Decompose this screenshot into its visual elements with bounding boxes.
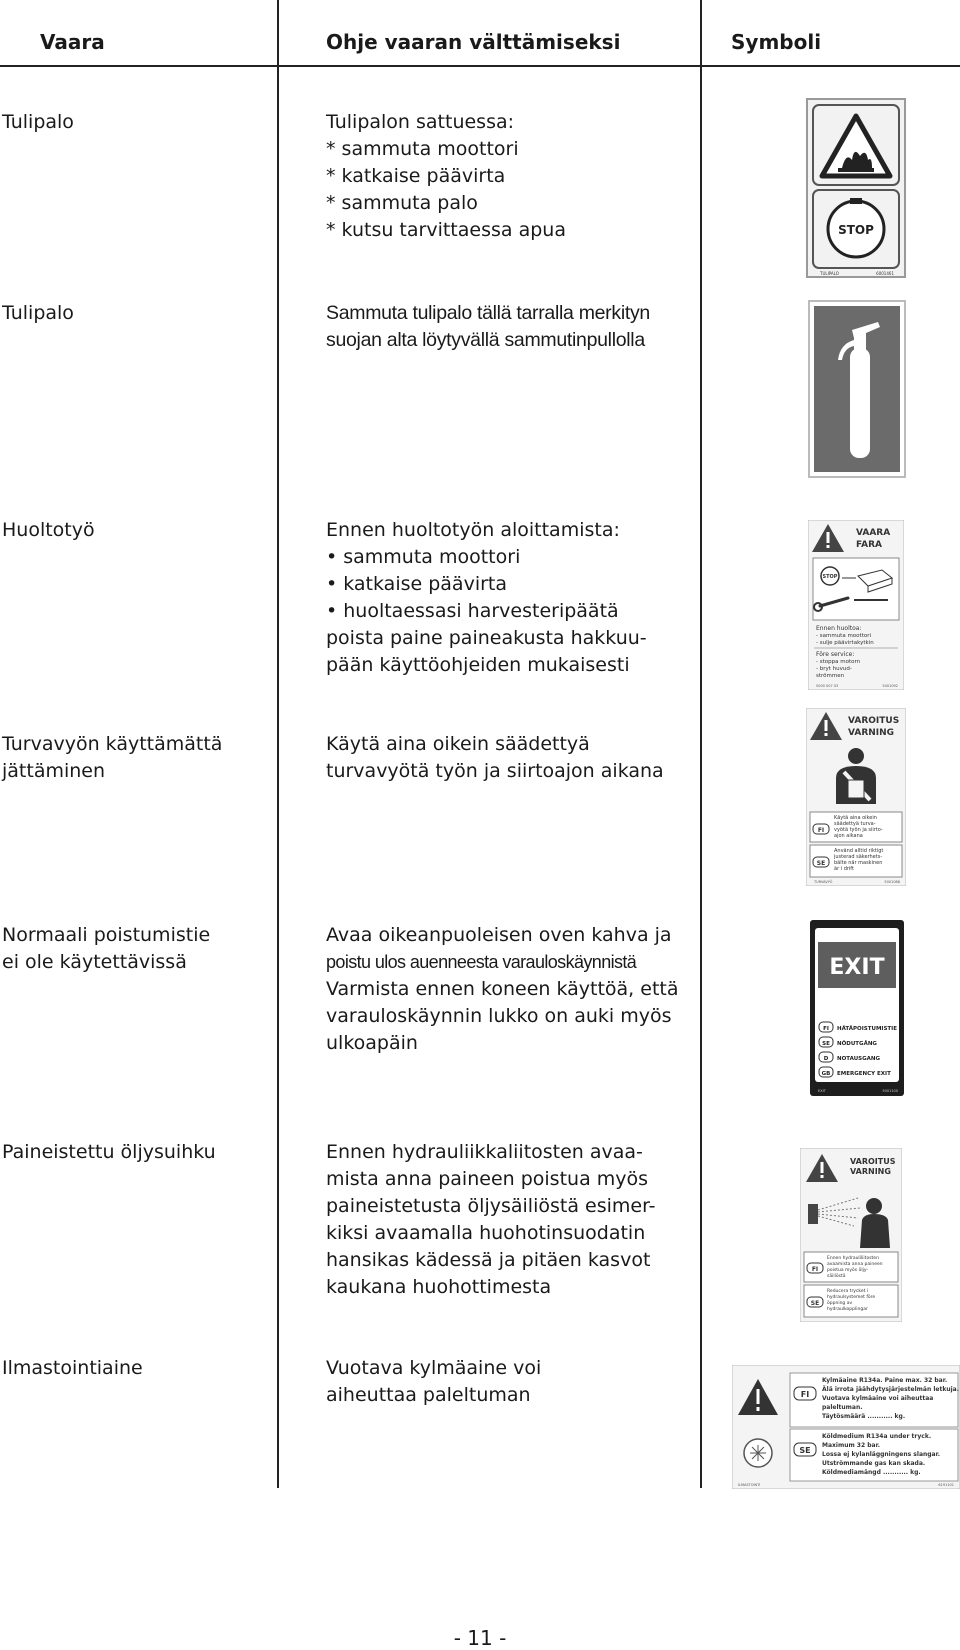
cold-hazard-icon [744,1439,772,1467]
fire-extinguisher-sign [808,300,906,478]
sign-text: NOTAUSGANG [837,1056,881,1062]
sign-footer-left: TULIPALO [820,271,839,276]
sign-text: Älä irrota jäähdytysjärjestelmän letkuja. [822,1386,959,1393]
sign-text: Före service: [816,651,855,658]
stop-label: STOP [838,223,874,237]
sign-text: öppning av [827,1301,853,1306]
sign-text: Ennen huoltoa: [816,625,862,632]
sign-text: Vuotava kylmäaine voi aiheuttaa [822,1395,934,1402]
sign-footer-right: 6001461 [876,271,894,276]
header-instruction: Ohje vaaran välttämiseksi [326,30,621,54]
hazard-seatbelt: Turvavyön käyttämättä jättäminen [2,733,223,782]
lang-badge-fi: FI [817,827,825,834]
sign-text: - sulje päävirtakytkin [816,640,874,646]
sign-footer-left: 5000 007 03 [816,684,839,688]
stop-label: STOP [822,574,838,580]
hazard-service: Huoltotyö [2,519,95,541]
sign-text: - bryt huvud- [816,666,852,672]
sign-text: bälte när maskinen [834,860,883,866]
header-symbol: Symboli [731,30,822,54]
sign-text: NÖDUTGÅNG [837,1041,877,1047]
sign-text: vyötä työn ja siirto- [834,827,883,833]
sign-text: Lossa ej kylanläggningens slangar. [822,1451,940,1458]
sign-footer-left: ILMASTOINTI [738,1483,761,1487]
hazard-ac: Ilmastointiaine [2,1357,143,1379]
sign-text: paleltuman. [822,1404,863,1411]
sign-text: HÄTÄPOISTUMISTIE [837,1026,897,1032]
sign-text: EMERGENCY EXIT [837,1071,891,1077]
sign-text: justerad säkerhets- [834,854,883,860]
sign-title-2: VARNING [850,1167,891,1176]
instruction-oil-spray: Ennen hydrauliikkaliitosten avaa- mista anna paineen poistua myös paineistetusta öljysäiliöstä esimer- kiksi avaamalla huohotinsuodatin hansikas kädessä ja pitäen kasvot kaukana huohottimesta [326,1141,656,1298]
oil-spray-warning-sign [800,1148,902,1322]
fire-stop-sign [806,98,906,278]
sign-footer-right: 5001092 [882,684,898,688]
service-warning-sign [808,520,904,690]
sign-footer-left: EXIT [818,1089,826,1093]
sign-text: poistua myös öljy- [827,1268,869,1273]
instruction-service: Ennen huoltotyön aloittamista: • sammuta moottori • katkaise päävirta • huoltaessasi harvesteripäätä poista paine paineakusta hakkuu- pään käyttöohjeiden mukaisesti [326,519,647,676]
sign-text: - sammuta moottori [816,633,871,639]
instruction-exit-rest: Varmista ennen koneen käyttöä, että varauloskäynnin lukko on auki myös ulkoapäin [326,978,679,1054]
sign-text: Ennen hydrauliliitosten [827,1256,879,1261]
header-hazard: Vaara [40,30,105,54]
hazard-fire-1: Tulipalo [2,111,74,133]
sign-footer-left: TURVAVYÖ [814,880,833,884]
sign-text: säiliöstä [827,1274,846,1279]
sign-text: är i drift [834,866,854,872]
lang-badge-fi: FI [811,1266,819,1273]
sign-title-2: FARA [856,540,882,550]
lang-badge-gb: GB [821,1071,831,1077]
sign-text: hydraulsystemet före [827,1295,876,1300]
sign-text: Utströmmande gas kan skada. [822,1460,926,1467]
instruction-exit-line2: poistu ulos auenneesta varauloskäynnistä [326,952,637,972]
lang-badge-se: SE [816,860,826,867]
lang-badge-fi: FI [800,1390,810,1399]
sign-text: Maximum 32 bar. [822,1442,880,1449]
sign-title-1: VAROITUS [848,716,900,726]
instruction-seatbelt: Käytä aina oikein säädettyä turvavyötä työn ja siirtoajon aikana [326,733,664,782]
stop-icon [821,567,839,585]
sign-text: Köldmediamängd ........... kg. [822,1469,921,1476]
instruction-fire-1: Tulipalon sattuessa: * sammuta moottori * katkaise päävirta * sammuta palo * kutsu tarvittaessa apua [326,111,566,241]
sign-text: Kylmäaine R134a. Paine max. 32 bar. [822,1377,948,1384]
column-divider-2 [700,0,702,1488]
sign-footer-right: 6191101 [938,1483,954,1487]
header-divider [0,65,960,67]
sign-text: Täytösmäärä ........... kg. [822,1413,906,1420]
seatbelt-warning-sign [806,708,906,886]
page-number: - 11 - [453,1626,507,1650]
hazard-exit: Normaali poistumistie ei ole käytettävissä [2,924,211,973]
sign-text: - stoppa motorn [816,659,861,665]
sign-text: avaamista anna paineen [827,1262,883,1267]
lang-badge-se: SE [810,1300,820,1307]
hazard-oil-spray: Paineistettu öljysuihku [2,1141,216,1163]
sign-text: Käytä aina oikein [834,815,877,821]
exit-label: EXIT [829,955,885,980]
sign-footer-right: 5001088 [884,880,900,884]
sign-title-1: VAROITUS [850,1157,896,1166]
sign-text: ajon aikana [834,833,863,839]
instruction-fire-2: Sammuta tulipalo tällä tarralla merkityn suojan alta löytyvällä sammutinpullolla [326,302,650,351]
lang-badge-fi: FI [823,1026,829,1032]
sign-title-1: VAARA [856,528,891,538]
instruction-ac: Vuotava kylmäaine voi aiheuttaa paleltuman [326,1357,542,1406]
sign-text: Reducera trycket i [827,1289,869,1294]
sign-title-2: VARNING [848,728,895,738]
lang-badge-se: SE [822,1041,830,1047]
sign-footer-right: 5001100 [882,1089,898,1093]
emergency-exit-sign [810,920,904,1096]
hazard-fire-2: Tulipalo [2,302,74,324]
sign-text: hydraulkopplingar [827,1307,868,1312]
lang-badge-se: SE [799,1446,811,1455]
sign-text: säädettyä turva- [834,821,876,827]
sign-text: Köldmedium R134a under tryck. [822,1433,932,1440]
sign-text: strömmen [816,673,845,679]
sign-text: Använd alltid riktigt [834,848,884,854]
column-divider-1 [277,0,279,1488]
lang-badge-d: D [823,1056,829,1062]
ac-refrigerant-sign [732,1365,960,1489]
instruction-exit-line1: Avaa oikeanpuoleisen oven kahva ja [326,924,672,946]
